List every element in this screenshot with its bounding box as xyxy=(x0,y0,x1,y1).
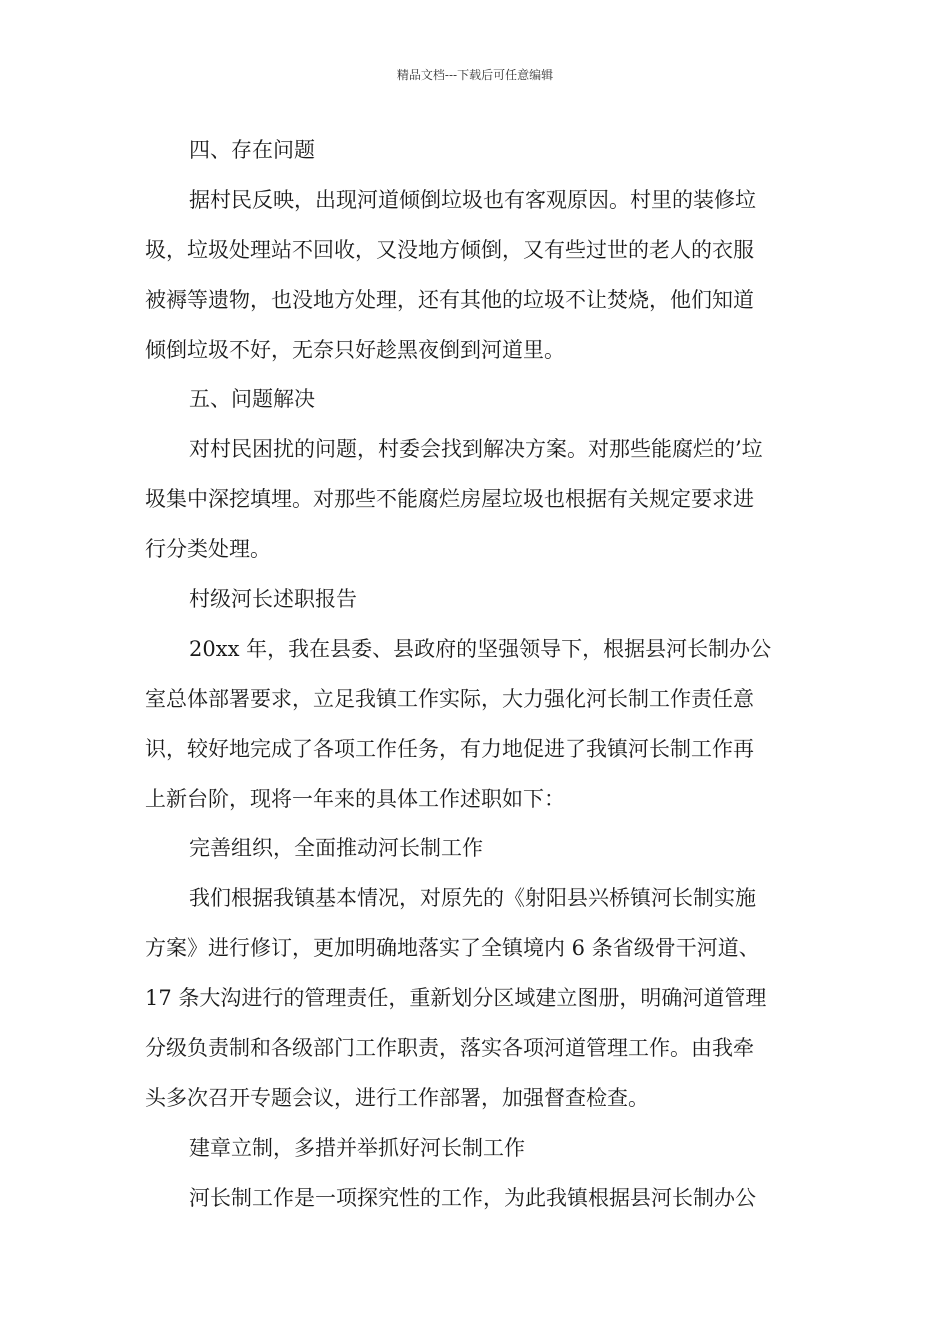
paragraph-line: 被褥等遗物，也没地方处理，还有其他的垃圾不让焚烧，他们知道 xyxy=(145,287,754,312)
paragraph-line: 20xx 年，我在县委、县政府的坚强领导下，根据县河长制办公 xyxy=(189,636,772,661)
document-title: 村级河长述职报告 xyxy=(189,587,357,612)
paragraph-line: 据村民反映，出现河道倾倒垃圾也有客观原因。村里的装修垃 xyxy=(189,187,756,212)
section-heading: 完善组织，全面推动河长制工作 xyxy=(189,836,483,861)
paragraph-line: 方案》进行修订，更加明确地落实了全镇境内 6 条省级骨干河道、 xyxy=(145,936,760,961)
page-header: 精品文档---下载后可任意编辑 xyxy=(396,68,554,82)
paragraph-line: 上新台阶，现将一年来的具体工作述职如下： xyxy=(145,786,565,811)
document-body xyxy=(145,126,825,1224)
paragraph-line: 头多次召开专题会议，进行工作部署，加强督查检查。 xyxy=(145,1085,649,1110)
paragraph-line: 倾倒垃圾不好，无奈只好趁黑夜倒到河道里。 xyxy=(145,337,565,362)
paragraph-line: 17 条大沟进行的管理责任，重新划分区域建立图册，明确河道管理 xyxy=(145,986,767,1011)
section-heading: 建章立制，多措并举抓好河长制工作 xyxy=(189,1135,525,1160)
section-heading: 四、存在问题 xyxy=(189,138,315,162)
paragraph-line: 圾集中深挖填埋。对那些不能腐烂房屋垃圾也根据有关规定要求进 xyxy=(145,487,754,512)
paragraph-line: 识，较好地完成了各项工作任务，有力地促进了我镇河长制工作再 xyxy=(145,736,754,761)
section-heading: 五、问题解决 xyxy=(189,387,315,412)
paragraph-line: 行分类处理。 xyxy=(145,537,271,562)
paragraph-line: 圾，垃圾处理站不回收，又没地方倾倒，又有些过世的老人的衣服 xyxy=(145,237,754,262)
paragraph-line: 我们根据我镇基本情况，对原先的《射阳县兴桥镇河长制实施 xyxy=(189,886,756,911)
paragraph-line: 分级负责制和各级部门工作职责，落实各项河道管理工作。由我牵 xyxy=(145,1036,754,1061)
paragraph-line: 室总体部署要求，立足我镇工作实际，大力强化河长制工作责任意 xyxy=(145,686,754,711)
paragraph-line: 对村民困扰的问题，村委会找到解决方案。对那些能腐烂的’垃 xyxy=(189,437,763,462)
paragraph-line: 河长制工作是一项探究性的工作，为此我镇根据县河长制办公 xyxy=(189,1185,756,1210)
